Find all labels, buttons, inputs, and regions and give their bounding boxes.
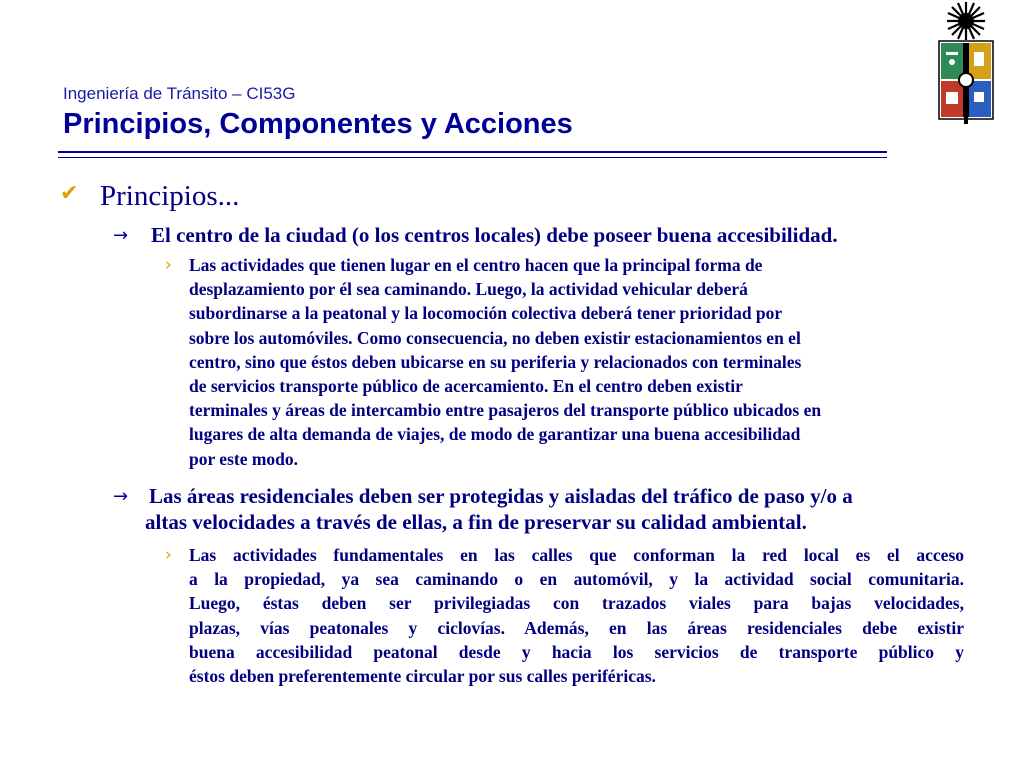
detail-line: desplazamiento por él sea caminando. Luego, la actividad vehicular deberá [189, 279, 748, 300]
detail-line: plazas, vías peatonales y ciclovías. Además, en las áreas residenciales debe existir [189, 617, 964, 638]
principle-item-2-line: altas velocidades a través de ellas, a fin de preservar su calidad ambiental. [145, 510, 807, 534]
principle-item-1-text: El centro de la ciudad (o los centros locales) debe poseer buena accesibilidad. [151, 223, 838, 247]
slide-title: Principios, Componentes y Acciones [63, 108, 573, 140]
arrow-right-icon: → [113, 225, 129, 246]
course-subtitle: Ingeniería de Tránsito – CI53G [63, 84, 296, 103]
slide-header [63, 84, 893, 142]
detail-line: Las actividades fundamentales en las calles que conforman la red local es el acceso [189, 545, 964, 565]
header-divider [58, 151, 887, 153]
chevron-right-icon: › [165, 255, 172, 275]
detail-line: a la propiedad, ya sea caminando o en automóvil, y la actividad social comunitaria. [189, 569, 964, 590]
principle-item-1 [113, 222, 973, 248]
arrow-right-icon: → [113, 486, 129, 507]
detail-line: terminales y áreas de intercambio entre pasajeros del transporte público ubicados en [189, 400, 822, 421]
university-crest-logo [934, 0, 998, 124]
detail-line: sobre los automóviles. Como consecuencia, no deben existir estacionamientos en el [189, 327, 801, 348]
principle-item-2-line: Las áreas residenciales deben ser protegidas y aisladas del tráfico de paso y/o a [149, 484, 853, 508]
check-icon: ✔ [60, 181, 79, 206]
detail-line: Luego, éstas deben ser privilegiadas con trazados viales para bajas velocidades, [189, 593, 964, 614]
detail-line: buena accesibilidad peatonal desde y hacia los servicios de transporte público y [189, 641, 964, 662]
detail-line: centro, sino que éstos deben ubicarse en su periferia y relacionados con terminales [189, 351, 802, 372]
header-divider-thin [58, 157, 887, 158]
detail-line: subordinarse a la peatonal y la locomoción colectiva deberá tener prioridad por [189, 303, 783, 324]
detail-line: éstos deben preferentemente circular por sus calles periféricas. [189, 666, 656, 687]
section-heading: Principios... [100, 180, 240, 212]
detail-line: por este modo. [189, 448, 299, 469]
chevron-right-icon: › [165, 545, 172, 565]
detail-line: lugares de alta demanda de viajes, de modo de garantizar una buena accesibilidad [189, 424, 801, 445]
detail-line: Las actividades que tienen lugar en el centro hacen que la principal forma de [189, 255, 763, 275]
detail-line: de servicios transporte público de acercamiento. En el centro deben existir [189, 376, 743, 397]
